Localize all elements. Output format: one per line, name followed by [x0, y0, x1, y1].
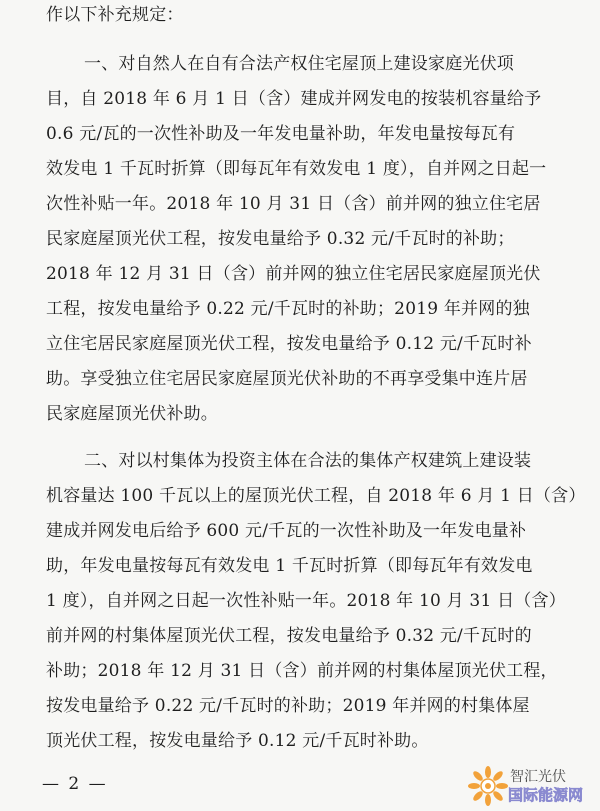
text-line: 二、对以村集体为投资主体在合法的集体产权建筑上建设装: [84, 451, 532, 471]
watermark-site-name: 国际能源网: [508, 786, 584, 804]
text-line: 助。享受独立住宅居民家庭屋顶光伏补助的不再享受集中连片居: [46, 369, 528, 389]
text-line: 民家庭屋顶光伏补助。: [46, 404, 218, 424]
sun-flower-icon: [468, 766, 508, 806]
text-line: 次性补贴一年。2018 年 10 月 31 日（含）前并网的独立住宅居: [46, 194, 541, 214]
watermark-account-name: 智汇光伏: [510, 769, 566, 785]
text-line: 0.6 元/瓦的一次性补助及一年发电量补助，年发电量按每瓦有: [46, 124, 516, 144]
text-line: 工程，按发电量给予 0.22 元/千瓦时的补助；2019 年并网的独: [46, 299, 530, 319]
text-line: 1 度），自并网之日起一次性补贴一年。2018 年 10 月 31 日（含）: [46, 591, 566, 611]
text-line: 效发电 1 千瓦时折算（即每瓦年有效发电 1 度），自并网之日起一: [46, 159, 547, 179]
text-line: 民家庭屋顶光伏工程，按发电量给予 0.32 元/千瓦时的补助；: [46, 229, 515, 249]
text-line: 作以下补充规定：: [46, 5, 184, 25]
text-line: 前并网的村集体屋顶光伏工程，按发电量给予 0.32 元/千瓦时的: [46, 626, 532, 646]
text-line: 补助；2018 年 12 月 31 日（含）前并网的村集体屋顶光伏工程，: [46, 661, 558, 681]
page-number: — 2 —: [42, 774, 108, 794]
text-line: 2018 年 12 月 31 日（含）前并网的独立住宅居民家庭屋顶光伏: [46, 264, 541, 284]
text-line: 一、对自然人在自有合法产权住宅屋顶上建设家庭光伏项: [84, 54, 514, 74]
text-line: 目，自 2018 年 6 月 1 日（含）建成并网发电的按装机容量给予: [46, 89, 542, 109]
text-line: 立住宅居民家庭屋顶光伏工程，按发电量给予 0.12 元/千瓦时补: [46, 334, 532, 354]
text-line: 建成并网发电后给予 600 元/千瓦的一次性补助及一年发电量补: [46, 521, 527, 541]
text-line: 按发电量给予 0.22 元/千瓦时的补助；2019 年并网的村集体屋: [46, 696, 530, 716]
text-line: 机容量达 100 千瓦以上的屋顶光伏工程，自 2018 年 6 月 1 日（含）: [46, 486, 586, 506]
watermark: [468, 764, 596, 808]
text-line: 顶光伏工程，按发电量给予 0.12 元/千瓦时补助。: [46, 731, 429, 751]
text-line: 助，年发电量按每瓦有效发电 1 千瓦时折算（即每瓦年有效发电: [46, 556, 533, 576]
